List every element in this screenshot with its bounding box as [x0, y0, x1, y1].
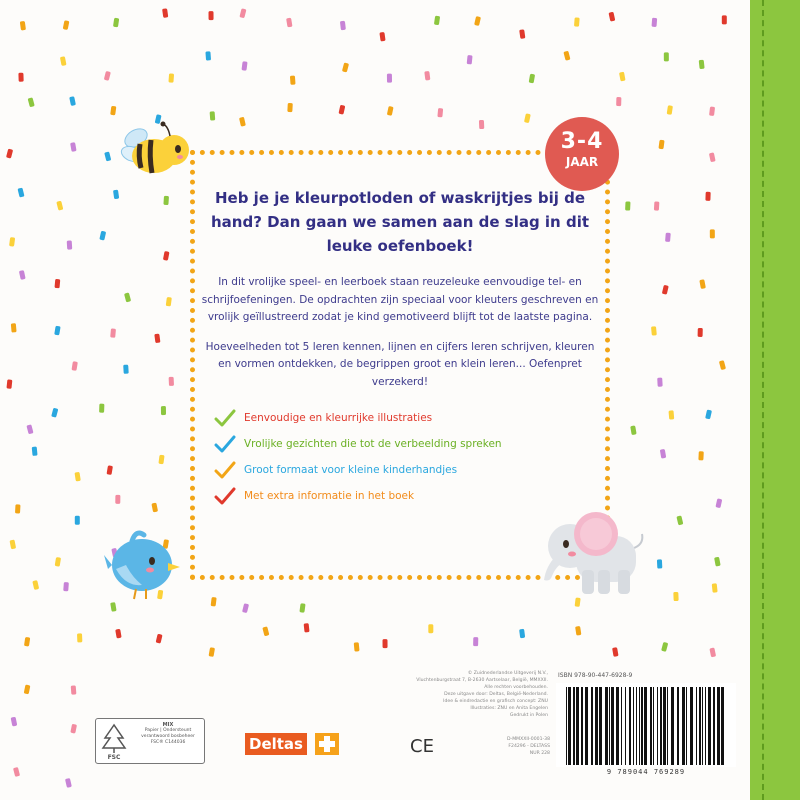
fsc-text	[134, 722, 202, 746]
barcode-bar	[611, 687, 614, 765]
confetti-piece	[28, 97, 35, 107]
legal-line: Vluchtenburgstraat 7, B-2630 Aartselaar, België, MMXXII.	[416, 678, 548, 683]
checkmark-icon	[214, 408, 236, 428]
confetti-piece	[712, 583, 718, 592]
confetti-piece	[662, 285, 669, 295]
legal-line: © Zuidnederlandse Uitgeverij N.V.,	[467, 671, 548, 676]
confetti-piece	[660, 449, 666, 459]
confetti-piece	[11, 717, 18, 727]
checkmark-icon	[214, 434, 236, 454]
legal-text	[372, 670, 548, 719]
confetti-piece	[239, 117, 246, 127]
confetti-piece	[163, 196, 169, 205]
confetti-piece	[211, 597, 217, 607]
confetti-piece	[113, 18, 119, 28]
fsc-code: FSC® C144036	[150, 740, 186, 745]
confetti-piece	[110, 602, 116, 612]
confetti-piece	[156, 634, 163, 644]
confetti-piece	[110, 328, 116, 337]
barcode-bar	[576, 687, 579, 765]
confetti-piece	[60, 56, 67, 66]
barcode-bar	[663, 687, 666, 765]
confetti-piece	[54, 279, 60, 288]
confetti-piece	[383, 639, 388, 648]
confetti-piece	[612, 647, 618, 657]
legal-line: Alle rechten voorbehouden.	[484, 685, 548, 690]
checklist-item	[214, 431, 600, 457]
checklist-text: Met extra informatie in het boek	[244, 490, 415, 502]
barcode-bar	[595, 687, 598, 765]
age-range: 3-4	[560, 129, 604, 154]
checklist-item	[214, 457, 600, 483]
confetti-piece	[15, 504, 20, 513]
confetti-piece	[9, 237, 15, 247]
confetti-piece	[705, 410, 712, 420]
confetti-piece	[113, 190, 119, 200]
confetti-piece	[665, 233, 671, 242]
confetti-piece	[479, 120, 484, 129]
confetti-piece	[715, 498, 722, 508]
confetti-piece	[299, 603, 305, 613]
confetti-piece	[70, 724, 77, 734]
confetti-piece	[574, 17, 580, 26]
barcode-bar	[667, 687, 668, 765]
confetti-piece	[437, 108, 443, 117]
barcode-bar	[708, 687, 711, 765]
confetti-piece	[664, 52, 669, 61]
barcode	[556, 683, 736, 767]
confetti-piece	[563, 51, 570, 61]
confetti-piece	[654, 201, 660, 210]
confetti-piece	[722, 15, 727, 24]
checkmark-icon	[214, 486, 236, 506]
checklist-text: Groot formaat voor kleine kinderhandjes	[244, 464, 458, 476]
barcode-bar	[573, 687, 575, 765]
barcode-bar	[625, 687, 626, 765]
barcode-bar	[650, 687, 652, 765]
confetti-piece	[123, 365, 129, 374]
plus-icon	[315, 733, 339, 755]
confetti-piece	[10, 540, 17, 550]
confetti-piece	[338, 105, 345, 115]
confetti-piece	[19, 270, 26, 280]
barcode-bar	[657, 687, 658, 765]
confetti-piece	[77, 633, 82, 642]
bee-illustration	[118, 120, 194, 180]
confetti-piece	[705, 192, 710, 201]
confetti-piece	[32, 580, 39, 590]
barcode-bar	[702, 687, 703, 765]
confetti-piece	[387, 106, 394, 116]
fsc-label	[95, 718, 205, 764]
confetti-piece	[342, 63, 349, 73]
confetti-piece	[262, 626, 269, 636]
confetti-piece	[699, 60, 705, 69]
legal-code: D-MMXXII-0001-38	[507, 737, 550, 742]
barcode-bar	[633, 687, 634, 765]
confetti-piece	[65, 778, 72, 788]
ce-mark: CE	[410, 736, 434, 757]
confetti-piece	[714, 557, 721, 567]
confetti-piece	[32, 447, 38, 456]
confetti-piece	[519, 629, 525, 639]
checklist-text: Vrolijke gezichten die tot de verbeelding spreken	[244, 438, 502, 450]
confetti-piece	[286, 18, 292, 28]
legal-line: Illustraties: ZNU en Anita Engelen	[470, 706, 548, 711]
barcode-bar	[605, 687, 608, 765]
confetti-piece	[151, 503, 158, 513]
barcode-bar	[621, 687, 622, 765]
confetti-piece	[6, 149, 13, 159]
barcode-bar	[690, 687, 693, 765]
confetti-piece	[104, 71, 111, 81]
confetti-piece	[340, 21, 346, 31]
confetti-piece	[11, 323, 17, 332]
confetti-piece	[75, 472, 81, 482]
confetti-piece	[6, 379, 12, 388]
confetti-piece	[154, 334, 160, 344]
intro-text: Heb je je kleurpotloden of waskrijtjes bij de hand? Dan gaan we samen aan de slag in dit leuke oefenboek!	[210, 189, 590, 255]
confetti-piece	[99, 404, 104, 413]
confetti-piece	[354, 642, 360, 651]
confetti-piece	[158, 455, 164, 465]
confetti-piece	[657, 378, 662, 387]
confetti-piece	[709, 648, 716, 658]
legal-line: Idee & eindredactie en grafisch concept: ZNU	[443, 699, 548, 704]
confetti-piece	[698, 451, 703, 460]
barcode-bar	[585, 687, 588, 765]
barcode-bar	[677, 687, 679, 765]
confetti-piece	[474, 16, 481, 26]
confetti-piece	[18, 188, 25, 198]
confetti-piece	[18, 73, 23, 82]
confetti-piece	[67, 240, 73, 249]
barcode-bar	[641, 687, 643, 765]
confetti-piece	[209, 647, 215, 657]
barcode-bar	[599, 687, 602, 765]
confetti-piece	[166, 297, 172, 307]
blurb	[200, 186, 600, 509]
confetti-piece	[161, 406, 166, 415]
barcode-bar	[639, 687, 640, 765]
confetti-piece	[99, 231, 106, 241]
barcode-bar	[609, 687, 610, 765]
confetti-piece	[163, 251, 170, 261]
confetti-piece	[651, 326, 657, 335]
confetti-piece	[124, 292, 131, 302]
barcode-bar	[713, 687, 715, 765]
confetti-piece	[210, 111, 216, 120]
confetti-piece	[107, 465, 113, 475]
publisher-logo	[245, 733, 341, 755]
confetti-piece	[699, 279, 706, 289]
confetti-piece	[609, 12, 616, 22]
age-badge	[545, 117, 619, 191]
fsc-mark: FSC	[107, 754, 121, 760]
barcode-bar	[653, 687, 654, 765]
confetti-piece	[467, 55, 473, 64]
barcode-bar	[686, 687, 687, 765]
barcode-bar	[721, 687, 724, 765]
confetti-piece	[104, 151, 111, 161]
confetti-piece	[625, 201, 630, 210]
confetti-piece	[524, 113, 531, 123]
barcode-bar	[636, 687, 637, 765]
confetti-piece	[304, 623, 310, 632]
barcode-bar	[696, 687, 697, 765]
confetti-piece	[24, 637, 30, 647]
barcode-bar	[705, 687, 706, 765]
confetti-piece	[209, 11, 214, 20]
barcode-bar	[616, 687, 619, 765]
confetti-piece	[434, 16, 440, 26]
confetti-piece	[241, 61, 247, 71]
confetti-piece	[709, 107, 715, 117]
checklist-item	[214, 405, 600, 431]
confetti-piece	[54, 326, 60, 336]
confetti-piece	[110, 106, 116, 116]
confetti-piece	[242, 603, 249, 613]
confetti-piece	[75, 516, 80, 525]
feature-checklist	[214, 405, 600, 509]
confetti-piece	[287, 103, 292, 112]
confetti-piece	[519, 29, 525, 39]
confetti-piece	[69, 96, 76, 106]
confetti-piece	[630, 425, 636, 435]
barcode-bar	[566, 687, 567, 765]
barcode-bar	[591, 687, 593, 765]
checklist-text: Eenvoudige en kleurrijke illustraties	[244, 412, 433, 424]
barcode-bar	[644, 687, 647, 765]
confetti-piece	[673, 592, 678, 601]
confetti-piece	[239, 8, 246, 18]
barcode-bar	[682, 687, 685, 765]
confetti-piece	[205, 51, 211, 60]
confetti-piece	[709, 152, 716, 162]
fsc-description: Papier | Ondersteunt verantwoord bosbeheer	[141, 728, 195, 739]
confetti-piece	[698, 328, 703, 337]
confetti-piece	[575, 626, 581, 636]
confetti-piece	[168, 73, 174, 82]
barcode-bar	[568, 687, 571, 765]
confetti-piece	[24, 685, 31, 695]
book-spine	[750, 0, 800, 800]
confetti-piece	[71, 361, 77, 371]
barcode-bar	[671, 687, 674, 765]
confetti-piece	[652, 18, 658, 27]
confetti-piece	[56, 201, 63, 211]
confetti-piece	[26, 424, 33, 434]
isbn-label: ISBN 978-90-447-6928-9	[558, 672, 633, 679]
confetti-piece	[20, 21, 26, 31]
confetti-piece	[428, 624, 433, 633]
confetti-piece	[657, 559, 662, 568]
fsc-tree-icon	[99, 722, 129, 760]
barcode-bar	[699, 687, 701, 765]
confetti-piece	[379, 32, 385, 42]
confetti-piece	[669, 410, 675, 419]
barcode-bar	[717, 687, 720, 765]
confetti-piece	[661, 642, 668, 652]
confetti-piece	[473, 637, 478, 646]
barcode-bar	[581, 687, 583, 765]
barcode-bar	[629, 687, 631, 765]
description-paragraph: In dit vrolijke speel- en leerboek staan reuzeleuke eenvoudige tel- en schrijfoefeningen. De opdrachten zijn speciaal voor kleuters geschreven en vrolijk geïllustreerd zodat je kind gemotiveerd blijft tot de laatste pagina.	[201, 276, 599, 323]
confetti-piece	[667, 105, 673, 115]
age-unit: JAAR	[565, 155, 599, 169]
barcode-bar	[660, 687, 662, 765]
confetti-piece	[115, 495, 120, 504]
confetti-piece	[63, 582, 69, 591]
confetti-piece	[529, 74, 535, 84]
confetti-piece	[51, 408, 58, 418]
confetti-piece	[710, 229, 715, 238]
confetti-piece	[162, 8, 168, 18]
confetti-piece	[676, 515, 683, 525]
bird-illustration	[102, 525, 182, 601]
confetti-piece	[719, 360, 726, 370]
confetti-piece	[169, 377, 174, 386]
confetti-piece	[70, 142, 76, 152]
confetti-piece	[13, 767, 20, 777]
confetti-piece	[115, 629, 121, 639]
legal-code: F24296 - DELTASS	[508, 744, 550, 749]
confetti-piece	[616, 97, 621, 106]
confetti-piece	[619, 72, 626, 82]
confetti-piece	[387, 74, 392, 83]
barcode-number: 9 789044 769289	[606, 768, 686, 776]
confetti-piece	[71, 685, 77, 694]
publisher-name: Deltas	[245, 733, 307, 755]
checkmark-icon	[214, 460, 236, 480]
spine-stitching	[762, 0, 764, 800]
confetti-piece	[658, 140, 664, 150]
legal-codes	[500, 736, 550, 757]
legal-line: Gedrukt in Polen	[509, 713, 548, 718]
confetti-piece	[290, 76, 296, 85]
legal-line: Deze uitgave door: Deltas, België-Nederland.	[444, 692, 548, 697]
elephant-illustration	[538, 506, 646, 606]
confetti-piece	[63, 20, 70, 30]
description-paragraph: Hoeveelheden tot 5 leren kennen, lijnen en cijfers leren schrijven, kleuren en vormen ontdekken, de begrippen groot en klein leren... Oefenpret verzekerd!	[205, 340, 595, 388]
legal-code: NUR 228	[529, 751, 550, 756]
fsc-mix: MIX	[162, 722, 174, 728]
confetti-piece	[55, 557, 61, 567]
confetti-piece	[424, 71, 430, 81]
